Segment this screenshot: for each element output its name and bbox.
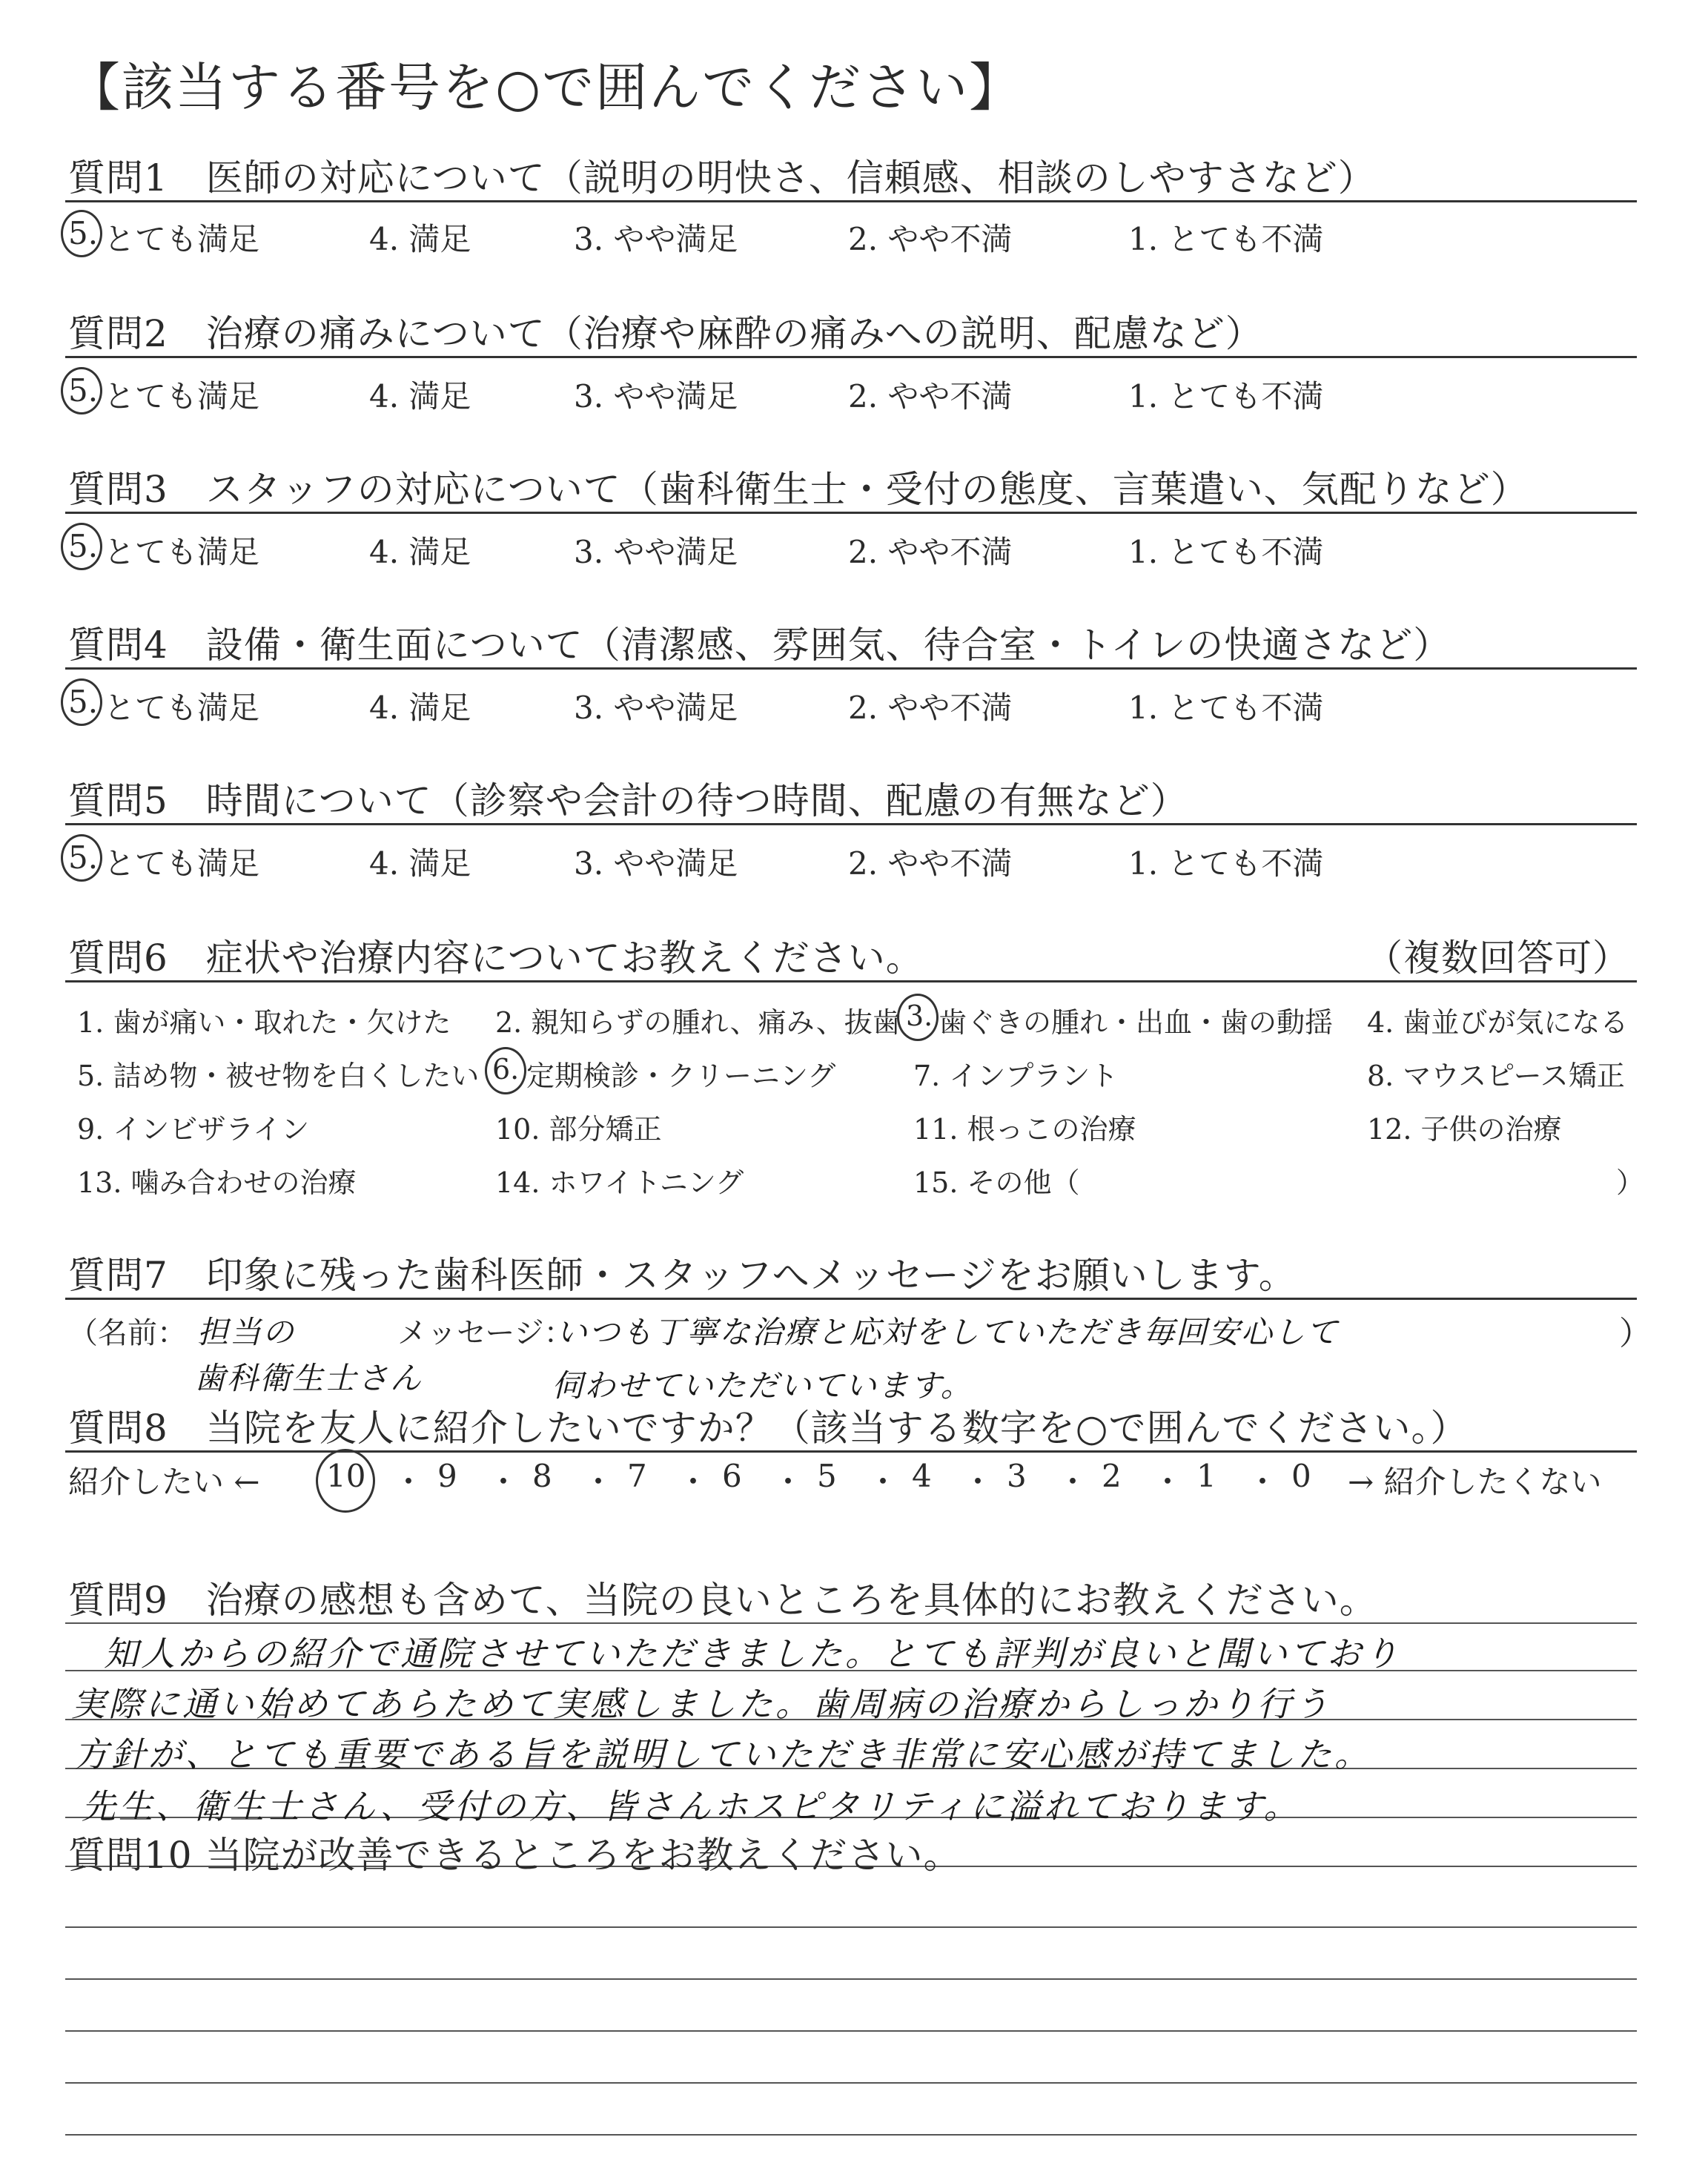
q4-option-2[interactable]: 2. やや不満 <box>848 690 1013 726</box>
q5-option-4[interactable]: 4. 満足 <box>369 845 471 882</box>
q2-rule <box>65 356 1637 358</box>
q4-title: 質問4 設備・衛生面について（清潔感、雰囲気、待合室・トイレの快適さなど） <box>68 624 1452 667</box>
q4-option-5-number[interactable]: 5. <box>68 684 99 720</box>
q8-rule <box>65 1450 1637 1453</box>
q3-option-3[interactable]: 3. やや満足 <box>574 534 738 570</box>
q7-message-line-2: 伺わせていただいています。 <box>552 1367 973 1404</box>
q8-scale-dot: ・ <box>867 1464 899 1500</box>
page-heading: 【該当する番号を○で囲んでください】 <box>68 57 1023 118</box>
q3-option-5-number[interactable]: 5. <box>68 528 99 564</box>
q5-option-1[interactable]: 1. とても不満 <box>1128 845 1324 882</box>
q7-message-line-1: いつも丁寧な治療と応対をしていただき毎回安心して <box>556 1314 1340 1350</box>
q1-option-1[interactable]: 1. とても不満 <box>1128 221 1324 257</box>
q8-title: 質問8 当院を友人に紹介したいですか？（該当する数字を○で囲んでください。） <box>68 1407 1469 1450</box>
q9-rule <box>65 1622 1637 1624</box>
q6-rule <box>65 980 1637 982</box>
q8-right-label: → 紹介したくない <box>1348 1464 1602 1500</box>
q7-title: 質問7 印象に残った歯科医師・スタッフへメッセージをお願いします。 <box>68 1254 1297 1297</box>
q6-option-2[interactable]: 2. 親知らずの腫れ、痛み、抜歯 <box>495 1006 901 1039</box>
q8-left-label: 紹介したい ← <box>68 1464 260 1500</box>
q5-option-2[interactable]: 2. やや不満 <box>848 845 1013 882</box>
q8-scale-dot: ・ <box>1057 1464 1089 1500</box>
q1-option-2[interactable]: 2. やや不満 <box>848 221 1013 257</box>
q8-scale-9[interactable]: 9 <box>437 1458 457 1494</box>
q8-scale-dot: ・ <box>583 1464 615 1500</box>
q1-option-3[interactable]: 3. やや満足 <box>574 221 738 257</box>
q8-scale-1[interactable]: 1 <box>1196 1458 1217 1494</box>
q6-option-3[interactable]: 歯ぐきの腫れ・出血・歯の動揺 <box>939 1006 1334 1039</box>
q1-title: 質問1 医師の対応について（説明の明快さ、信頼感、相談のしやすさなど） <box>68 156 1376 199</box>
q8-scale-7[interactable]: 7 <box>627 1458 647 1494</box>
q8-scale-0[interactable]: 0 <box>1291 1458 1311 1494</box>
q8-scale-6[interactable]: 6 <box>722 1458 742 1494</box>
q9-answer-line-3: 方針が、とても重要である旨を説明していただき非常に安心感が持てました。 <box>74 1734 1371 1774</box>
q9-answer-line-2: 実際に通い始めてあらためて実感しました。歯周病の治療からしっかり行う <box>71 1684 1331 1724</box>
q8-scale-dot: ・ <box>772 1464 804 1500</box>
q2-option-3[interactable]: 3. やや満足 <box>574 378 738 415</box>
q7-name-value-1: 担当の <box>197 1314 296 1350</box>
q5-rule <box>65 823 1637 825</box>
q7-name-value-2: 歯科衛生士さん <box>194 1360 423 1396</box>
q6-option-10[interactable]: 10. 部分矯正 <box>495 1113 662 1146</box>
q5-option-5-number[interactable]: 5. <box>68 839 99 876</box>
q6-option-6[interactable]: 定期検診・クリーニング <box>526 1060 836 1092</box>
q1-rule <box>65 200 1637 202</box>
q5-option-3[interactable]: 3. やや満足 <box>574 845 738 882</box>
q2-option-1[interactable]: 1. とても不満 <box>1128 378 1324 415</box>
q3-option-5[interactable]: とても満足 <box>104 534 260 570</box>
q6-option-6-number[interactable]: 6. <box>492 1053 520 1086</box>
q6-option-1[interactable]: 1. 歯が痛い・取れた・欠けた <box>77 1006 451 1039</box>
q3-option-4[interactable]: 4. 満足 <box>369 534 471 570</box>
q8-scale-4[interactable]: 4 <box>912 1458 932 1494</box>
q6-option-7[interactable]: 7. インプラント <box>913 1060 1119 1092</box>
q8-scale-dot: ・ <box>393 1464 425 1500</box>
q2-option-5-number[interactable]: 5. <box>68 372 99 409</box>
q6-option-3-number[interactable]: 3. <box>906 1000 933 1032</box>
q9-answer-line-4: 先生、衛生士さん、受付の方、皆さんホスピタリティに溢れております。 <box>82 1786 1301 1826</box>
q6-option-14[interactable]: 14. ホワイトニング <box>495 1166 744 1199</box>
q7-message-label: メッセージ： <box>397 1316 574 1350</box>
q2-option-5[interactable]: とても満足 <box>104 378 260 415</box>
q10-rule <box>65 2030 1637 2032</box>
q10-title: 質問10 当院が改善できるところをお教えください。 <box>68 1834 961 1877</box>
q8-scale-dot: ・ <box>1152 1464 1184 1500</box>
q8-scale-3[interactable]: 3 <box>1007 1458 1027 1494</box>
q7-close-paren: ） <box>1619 1315 1652 1353</box>
q8-scale-5[interactable]: 5 <box>817 1458 837 1494</box>
q8-scale-dot: ・ <box>678 1464 709 1500</box>
q2-option-2[interactable]: 2. やや不満 <box>848 378 1013 415</box>
q6-option-8[interactable]: 8. マウスピース矯正 <box>1367 1060 1625 1092</box>
q1-option-5[interactable]: とても満足 <box>104 221 260 257</box>
q1-option-5-number[interactable]: 5. <box>68 215 99 251</box>
q10-rule <box>65 2134 1637 2136</box>
q3-rule <box>65 512 1637 514</box>
q5-option-5[interactable]: とても満足 <box>104 845 260 882</box>
q6-option-15[interactable]: 15. その他（ <box>913 1166 1080 1199</box>
q2-option-4[interactable]: 4. 満足 <box>369 378 471 415</box>
q6-option-11[interactable]: 11. 根っこの治療 <box>913 1113 1136 1146</box>
q4-option-3[interactable]: 3. やや満足 <box>574 690 738 726</box>
q5-title: 質問5 時間について（診察や会計の待つ時間、配慮の有無など） <box>68 779 1188 822</box>
q6-option-13[interactable]: 13. 噛み合わせの治療 <box>77 1166 357 1199</box>
q8-scale-dot: ・ <box>1247 1464 1279 1500</box>
q4-option-4[interactable]: 4. 満足 <box>369 690 471 726</box>
q10-rule <box>65 1926 1637 1928</box>
q3-option-1[interactable]: 1. とても不満 <box>1128 534 1324 570</box>
q10-rule <box>65 1978 1637 1980</box>
q6-option-15-close-paren: ） <box>1616 1166 1645 1199</box>
q3-option-2[interactable]: 2. やや不満 <box>848 534 1013 570</box>
q4-rule <box>65 667 1637 670</box>
q2-title: 質問2 治療の痛みについて（治療や麻酔の痛みへの説明、配慮など） <box>68 312 1263 355</box>
q7-rule <box>65 1298 1637 1300</box>
q6-option-5[interactable]: 5. 詰め物・被せ物を白くしたい <box>77 1060 480 1092</box>
q7-name-label: （名前： <box>68 1316 187 1350</box>
q3-title: 質問3 スタッフの対応について（歯科衛生士・受付の態度、言葉遣い、気配りなど） <box>68 468 1529 511</box>
q6-title: 質問6 症状や治療内容についてお教えください。 <box>68 937 924 980</box>
q1-option-4[interactable]: 4. 満足 <box>369 221 471 257</box>
q8-scale-8[interactable]: 8 <box>532 1458 552 1494</box>
q8-scale-dot: ・ <box>488 1464 520 1500</box>
q6-option-4[interactable]: 4. 歯並びが気になる <box>1367 1006 1629 1039</box>
q9-title: 質問9 治療の感想も含めて、当院の良いところを具体的にお教えください。 <box>68 1579 1377 1622</box>
q8-scale-2[interactable]: 2 <box>1102 1458 1122 1494</box>
q4-option-5[interactable]: とても満足 <box>104 690 260 726</box>
q10-rule <box>65 2082 1637 2084</box>
q8-scale-dot: ・ <box>962 1464 994 1500</box>
q6-multiple-answer-note: （複数回答可） <box>1366 937 1630 980</box>
q8-scale-10[interactable]: 10 <box>326 1458 366 1494</box>
q9-answer-line-1: 知人からの紹介で通院させていただきました。とても評判が良いと聞いており <box>104 1634 1401 1674</box>
q6-option-9[interactable]: 9. インビザライン <box>77 1113 310 1146</box>
q6-option-12[interactable]: 12. 子供の治療 <box>1367 1113 1562 1146</box>
q4-option-1[interactable]: 1. とても不満 <box>1128 690 1324 726</box>
